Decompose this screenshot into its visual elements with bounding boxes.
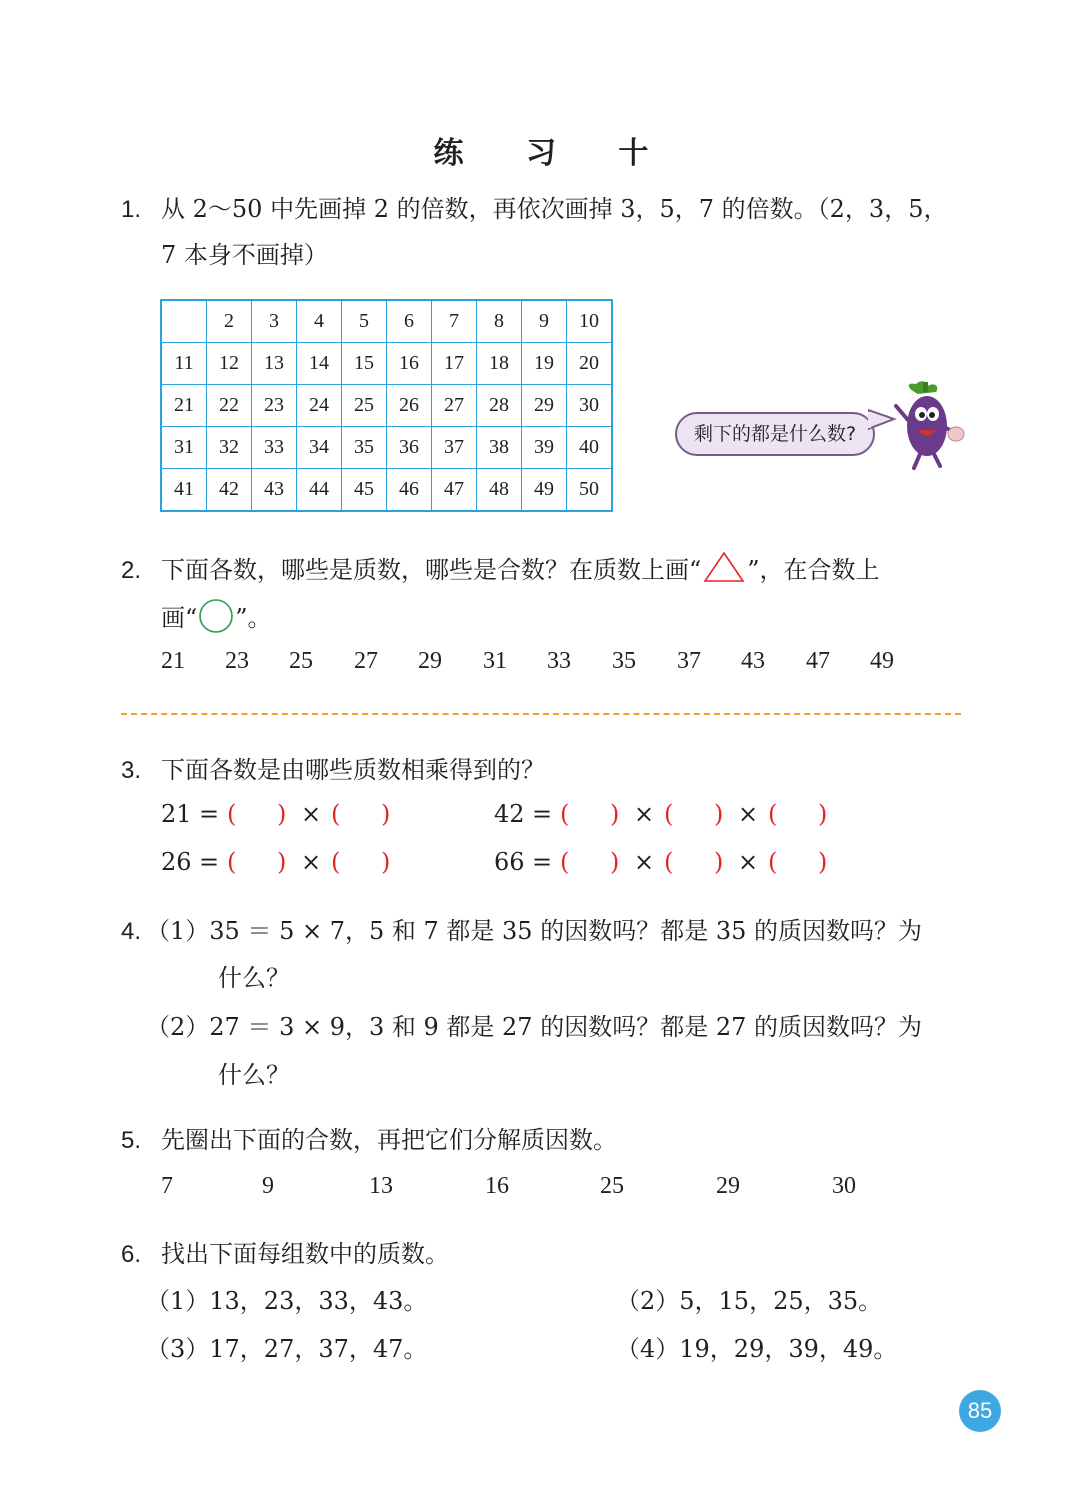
q5-number: 13 bbox=[369, 1173, 393, 1199]
grid-row bbox=[161, 427, 612, 469]
grid-cell: 42 bbox=[207, 469, 252, 512]
equals-sign: = bbox=[532, 848, 553, 876]
grid-cell: 21 bbox=[161, 385, 207, 427]
grid-cell: 48 bbox=[477, 469, 522, 512]
grid-cell: 33 bbox=[252, 427, 297, 469]
question-number-3: 3. bbox=[121, 757, 142, 784]
question-number-1: 1. bbox=[121, 196, 142, 223]
grid-cell: 41 bbox=[161, 469, 207, 512]
q5-number: 16 bbox=[485, 1173, 509, 1199]
q4-part1-line1: （1）35 ＝ 5 × 7，5 和 7 都是 35 的因数吗？都是 35 的质因数吗？为 bbox=[146, 917, 922, 945]
answer-blank-open: ( bbox=[768, 848, 778, 876]
answer-blank-open: ( bbox=[227, 800, 237, 828]
q2-number: 37 bbox=[677, 648, 701, 674]
q2-number: 27 bbox=[354, 648, 378, 674]
grid-cell: 31 bbox=[161, 427, 207, 469]
q6-group-2: （2）5，15，25，35。 bbox=[616, 1287, 883, 1315]
grid-cell: 45 bbox=[342, 469, 387, 512]
grid-cell: 19 bbox=[522, 343, 567, 385]
q2-text-line1 bbox=[161, 547, 880, 593]
answer-blank-open: ( bbox=[664, 848, 674, 876]
grid-row bbox=[161, 343, 612, 385]
grid-cell: 24 bbox=[297, 385, 342, 427]
q2-number: 25 bbox=[289, 648, 313, 674]
q5-number: 25 bbox=[600, 1173, 624, 1199]
q2-text-line1-b: ”，在合数上 bbox=[747, 556, 880, 584]
times-sign: × bbox=[301, 800, 322, 828]
grid-cell: 25 bbox=[342, 385, 387, 427]
q1-text-line1: 从 2～50 中先画掉 2 的倍数，再依次画掉 3，5，7 的倍数。（2，3，5， bbox=[161, 195, 948, 223]
grid-cell: 23 bbox=[252, 385, 297, 427]
q2-number: 21 bbox=[161, 648, 185, 674]
grid-cell: 6 bbox=[387, 300, 432, 343]
q2-number: 29 bbox=[418, 648, 442, 674]
answer-blank-close: ) bbox=[714, 800, 724, 828]
answer-blank-close: ) bbox=[381, 848, 391, 876]
grid-cell: 26 bbox=[387, 385, 432, 427]
grid-cell: 44 bbox=[297, 469, 342, 512]
eggplant-mascot-icon bbox=[892, 380, 966, 472]
grid-cell: 9 bbox=[522, 300, 567, 343]
answer-blank-open: ( bbox=[664, 800, 674, 828]
q2-number: 31 bbox=[483, 648, 507, 674]
answer-blank-close: ) bbox=[610, 848, 620, 876]
answer-blank-close: ) bbox=[818, 800, 828, 828]
equals-sign: = bbox=[199, 848, 220, 876]
grid-cell: 8 bbox=[477, 300, 522, 343]
grid-cell: 14 bbox=[297, 343, 342, 385]
grid-cell: 12 bbox=[207, 343, 252, 385]
grid-cell: 37 bbox=[432, 427, 477, 469]
q2-text-line2 bbox=[161, 595, 272, 641]
equals-sign: = bbox=[532, 800, 553, 828]
grid-row bbox=[161, 300, 612, 343]
times-sign: × bbox=[634, 800, 655, 828]
grid-cell: 32 bbox=[207, 427, 252, 469]
grid-cell: 46 bbox=[387, 469, 432, 512]
grid-cell: 2 bbox=[207, 300, 252, 343]
q6-group-1: （1）13，23，33，43。 bbox=[146, 1287, 428, 1315]
number-grid bbox=[160, 299, 613, 512]
q6-group-3: （3）17，27，37，47。 bbox=[146, 1335, 428, 1363]
grid-cell: 36 bbox=[387, 427, 432, 469]
q3-equation-number: 66 bbox=[494, 848, 525, 876]
q3-equation-number: 21 bbox=[161, 800, 192, 828]
grid-cell: 50 bbox=[567, 469, 613, 512]
answer-blank-close: ) bbox=[277, 800, 287, 828]
green-circle-icon bbox=[197, 598, 235, 634]
grid-cell: 17 bbox=[432, 343, 477, 385]
q2-number: 33 bbox=[547, 648, 571, 674]
red-triangle-icon bbox=[701, 550, 747, 584]
answer-blank-close: ) bbox=[381, 800, 391, 828]
q5-text: 先圈出下面的合数，再把它们分解质因数。 bbox=[161, 1126, 617, 1154]
grid-row bbox=[161, 385, 612, 427]
question-number-2: 2. bbox=[121, 557, 142, 584]
q5-number: 30 bbox=[832, 1173, 856, 1199]
answer-blank-close: ) bbox=[610, 800, 620, 828]
grid-cell: 16 bbox=[387, 343, 432, 385]
q3-equation-number: 42 bbox=[494, 800, 525, 828]
grid-cell: 43 bbox=[252, 469, 297, 512]
answer-blank-close: ) bbox=[277, 848, 287, 876]
answer-blank-close: ) bbox=[818, 848, 828, 876]
grid-cell: 30 bbox=[567, 385, 613, 427]
q2-number: 35 bbox=[612, 648, 636, 674]
equals-sign: = bbox=[199, 800, 220, 828]
grid-cell: 40 bbox=[567, 427, 613, 469]
q6-text: 找出下面每组数中的质数。 bbox=[161, 1240, 449, 1268]
page-number-badge: 85 bbox=[959, 1390, 1001, 1432]
question-number-6: 6. bbox=[121, 1241, 142, 1268]
grid-cell: 7 bbox=[432, 300, 477, 343]
answer-blank-open: ( bbox=[768, 800, 778, 828]
q4-part2-line2: 什么？ bbox=[218, 1061, 290, 1089]
grid-cell: 11 bbox=[161, 343, 207, 385]
q6-group-4: （4）19，29，39，49。 bbox=[616, 1335, 898, 1363]
q2-text-line2-a: 画“ bbox=[161, 604, 198, 632]
q2-number: 23 bbox=[225, 648, 249, 674]
q4-part2-line1: （2）27 ＝ 3 × 9，3 和 9 都是 27 的因数吗？都是 27 的质因数吗？为 bbox=[146, 1013, 922, 1041]
q2-number: 49 bbox=[870, 648, 894, 674]
q5-number: 29 bbox=[716, 1173, 740, 1199]
grid-cell: 38 bbox=[477, 427, 522, 469]
answer-blank-open: ( bbox=[560, 800, 570, 828]
question-number-4: 4. bbox=[121, 918, 142, 945]
answer-blank-open: ( bbox=[331, 800, 341, 828]
grid-cell: 3 bbox=[252, 300, 297, 343]
q4-part1-line2: 什么？ bbox=[218, 964, 290, 992]
q5-number: 9 bbox=[262, 1173, 274, 1199]
grid-cell: 20 bbox=[567, 343, 613, 385]
grid-cell bbox=[161, 300, 207, 343]
grid-cell: 13 bbox=[252, 343, 297, 385]
grid-cell: 29 bbox=[522, 385, 567, 427]
q3-equation-number: 26 bbox=[161, 848, 192, 876]
answer-blank-close: ) bbox=[714, 848, 724, 876]
q5-number: 7 bbox=[161, 1173, 173, 1199]
grid-cell: 39 bbox=[522, 427, 567, 469]
grid-cell: 10 bbox=[567, 300, 613, 343]
grid-cell: 34 bbox=[297, 427, 342, 469]
q2-text-line2-b: ”。 bbox=[235, 604, 272, 632]
q2-text-line1-a: 下面各数，哪些是质数，哪些是合数？在质数上画“ bbox=[161, 556, 702, 584]
grid-cell: 35 bbox=[342, 427, 387, 469]
grid-cell: 28 bbox=[477, 385, 522, 427]
grid-cell: 18 bbox=[477, 343, 522, 385]
answer-blank-open: ( bbox=[560, 848, 570, 876]
times-sign: × bbox=[301, 848, 322, 876]
grid-cell: 22 bbox=[207, 385, 252, 427]
grid-cell: 4 bbox=[297, 300, 342, 343]
section-divider bbox=[121, 713, 961, 715]
q1-text-line2: 7 本身不画掉） bbox=[161, 241, 328, 269]
grid-cell: 5 bbox=[342, 300, 387, 343]
times-sign: × bbox=[738, 800, 759, 828]
grid-cell: 49 bbox=[522, 469, 567, 512]
question-number-5: 5. bbox=[121, 1127, 142, 1154]
q3-text: 下面各数是由哪些质数相乘得到的？ bbox=[161, 756, 545, 784]
answer-blank-open: ( bbox=[331, 848, 341, 876]
times-sign: × bbox=[634, 848, 655, 876]
speech-bubble: 剩下的都是什么数? bbox=[675, 412, 875, 456]
grid-cell: 47 bbox=[432, 469, 477, 512]
grid-row bbox=[161, 469, 612, 512]
q2-number: 43 bbox=[741, 648, 765, 674]
grid-cell: 15 bbox=[342, 343, 387, 385]
page-title: 练 习 十 bbox=[433, 136, 675, 171]
grid-cell: 27 bbox=[432, 385, 477, 427]
times-sign: × bbox=[738, 848, 759, 876]
q2-number: 47 bbox=[806, 648, 830, 674]
answer-blank-open: ( bbox=[227, 848, 237, 876]
